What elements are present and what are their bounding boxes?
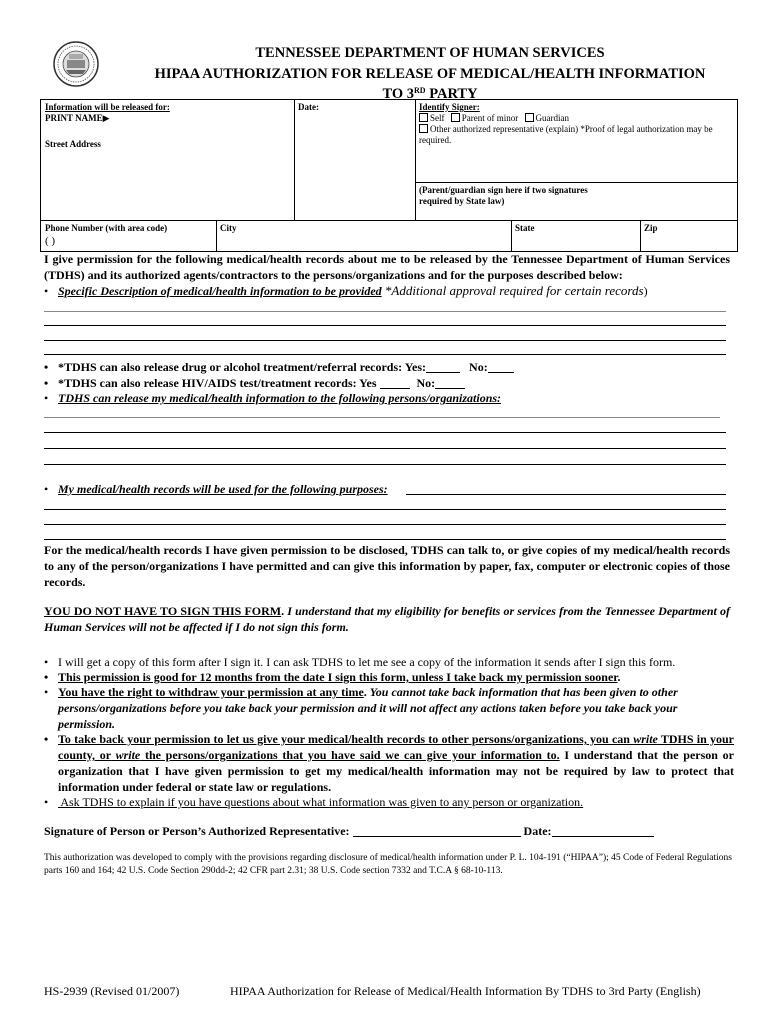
form-title-agency: TENNESSEE DEPARTMENT OF HUMAN SERVICES [255, 45, 605, 61]
signature-field[interactable] [353, 825, 521, 837]
date-label: Date: [298, 102, 319, 112]
purposes-bullet: • My medical/health records will be used for the following purposes: [44, 482, 388, 496]
self-checkbox[interactable] [419, 113, 428, 122]
state-label: State [515, 223, 535, 233]
hiv-no-field[interactable] [435, 377, 465, 389]
rights-bullet-validity: • This permission is good for 12 months from the date I sign this form, unless I take back my permission sooner. [44, 670, 621, 684]
form-title-sub: TO 3RD PARTY [382, 86, 478, 102]
street-address-label: Street Address [45, 139, 101, 149]
form-footer-title: HIPAA Authorization for Release of Medical/Health Information By TDHS to 3rd Party (English) [230, 984, 701, 998]
purposes-line-2[interactable] [44, 509, 726, 510]
phone-field[interactable]: ( ) [45, 235, 56, 247]
guardian-checkbox[interactable] [525, 113, 534, 122]
rights-bullet-withdraw: • You have the right to withdraw your permission at any time. You cannot take back information that has been given to other persons/organizations before you take back your permission and it will not affect any actions taken before you take back your permission. [44, 685, 678, 731]
signature-date-field[interactable] [552, 825, 654, 837]
drug-alcohol-question: • *TDHS can also release drug or alcohol treatment/referral records: Yes: No: [44, 359, 514, 375]
description-bullet: • Specific Description of medical/health information to be provided *Additional approval required for certain records) [44, 283, 648, 298]
form-id: HS-2939 (Revised 01/2007) [44, 984, 180, 998]
signature-row: Signature of Person or Person’s Authorized Representative: Date: [44, 823, 654, 839]
purposes-line-3[interactable] [44, 524, 726, 525]
info-released-label: Information will be released for: PRINT NAME▶ [45, 102, 170, 123]
recipient-info-table: Information will be released for: PRINT NAME▶ Street Address Date: Identify Signer: Self Parent of minor Guardian Other authorized representative (explain) *Proof of legal authorization may be required. (Parent/guardian sign here if two signatures required by State law) Phone Number (with area code) ( ) City State Zip [40, 99, 738, 252]
persons-line-4[interactable] [44, 464, 726, 465]
description-line-1[interactable] [44, 311, 726, 312]
permission-intro: I give permission for the following medical/health records about me to be released by the Tennessee Department of Human Services (TDHS) and its authorized agents/contractors to the persons/organizations and for the purposes described below: [44, 252, 730, 282]
purposes-line-1[interactable] [406, 494, 726, 495]
other-representative-checkbox[interactable] [419, 124, 428, 133]
hiv-yes-field[interactable] [380, 377, 410, 389]
description-line-4[interactable] [44, 354, 726, 355]
city-label: City [220, 223, 237, 233]
persons-bullet: • TDHS can release my medical/health information to the following persons/organizations: [44, 391, 502, 405]
print-name-label: PRINT NAME▶ [45, 113, 110, 123]
drug-no-field[interactable] [488, 361, 514, 373]
persons-line-1[interactable] [44, 417, 720, 418]
description-line-2[interactable] [44, 325, 726, 326]
no-sign-paragraph: YOU DO NOT HAVE TO SIGN THIS FORM. I understand that my eligibility for benefits or services from the Tennessee Department of Human Services will not be affected if I do not sign this form. [44, 604, 731, 634]
rights-bullet-take-back: • To take back your permission to let us give your medical/health records to other persons/organizations, you can write TDHS in your county, or write the persons/organizations that you have said we can give your information to. I understand that the person or organization that I have given permission to get my medical/health information may not be required by law to protect that information under federal or state law or regulations. [44, 732, 735, 794]
identify-signer-label: Identify Signer: [419, 102, 480, 112]
persons-line-3[interactable] [44, 448, 726, 449]
form-title-main: HIPAA AUTHORIZATION FOR RELEASE OF MEDICAL/HEALTH INFORMATION [154, 66, 706, 82]
phone-label: Phone Number (with area code) [45, 223, 168, 233]
legal-note: This authorization was developed to comply with the provisions regarding disclosure of medical/health information under P. L. 104-191 (“HIPAA”); 45 Code of Federal Regulations parts 160 and 164; 42 U.S. Code Section 290dd-2; 42 CFR part 2.31; 38 U.S. Code section 7332 and T.C.A § 68-10-113. [44, 853, 732, 876]
parent-of-minor-checkbox[interactable] [451, 113, 460, 122]
description-line-3[interactable] [44, 340, 726, 341]
state-seal-icon [52, 40, 100, 88]
drug-yes-field[interactable] [426, 361, 460, 373]
rights-bullet-copy: • I will get a copy of this form after I sign it. I can ask TDHS to let me see a copy of the information it sends after I sign this form. [44, 655, 676, 669]
parent-guardian-sign-note: (Parent/guardian sign here if two signatures required by State law) [419, 185, 588, 206]
rights-bullet-ask: • Ask TDHS to explain if you have questions about what information was given to any person or organization. [44, 795, 584, 809]
hiv-aids-question: • *TDHS can also release HIV/AIDS test/treatment records: Yes No: [44, 375, 465, 391]
zip-label: Zip [644, 223, 658, 233]
disclosure-paragraph: For the medical/health records I have given permission to be disclosed, TDHS can talk to, or give copies of my medical/health records to any of the person/organizations I have permitted and can give this information by paper, fax, computer or electronic copies of those records. [44, 543, 730, 589]
purposes-line-4[interactable] [44, 539, 726, 540]
persons-line-2[interactable] [44, 432, 726, 433]
